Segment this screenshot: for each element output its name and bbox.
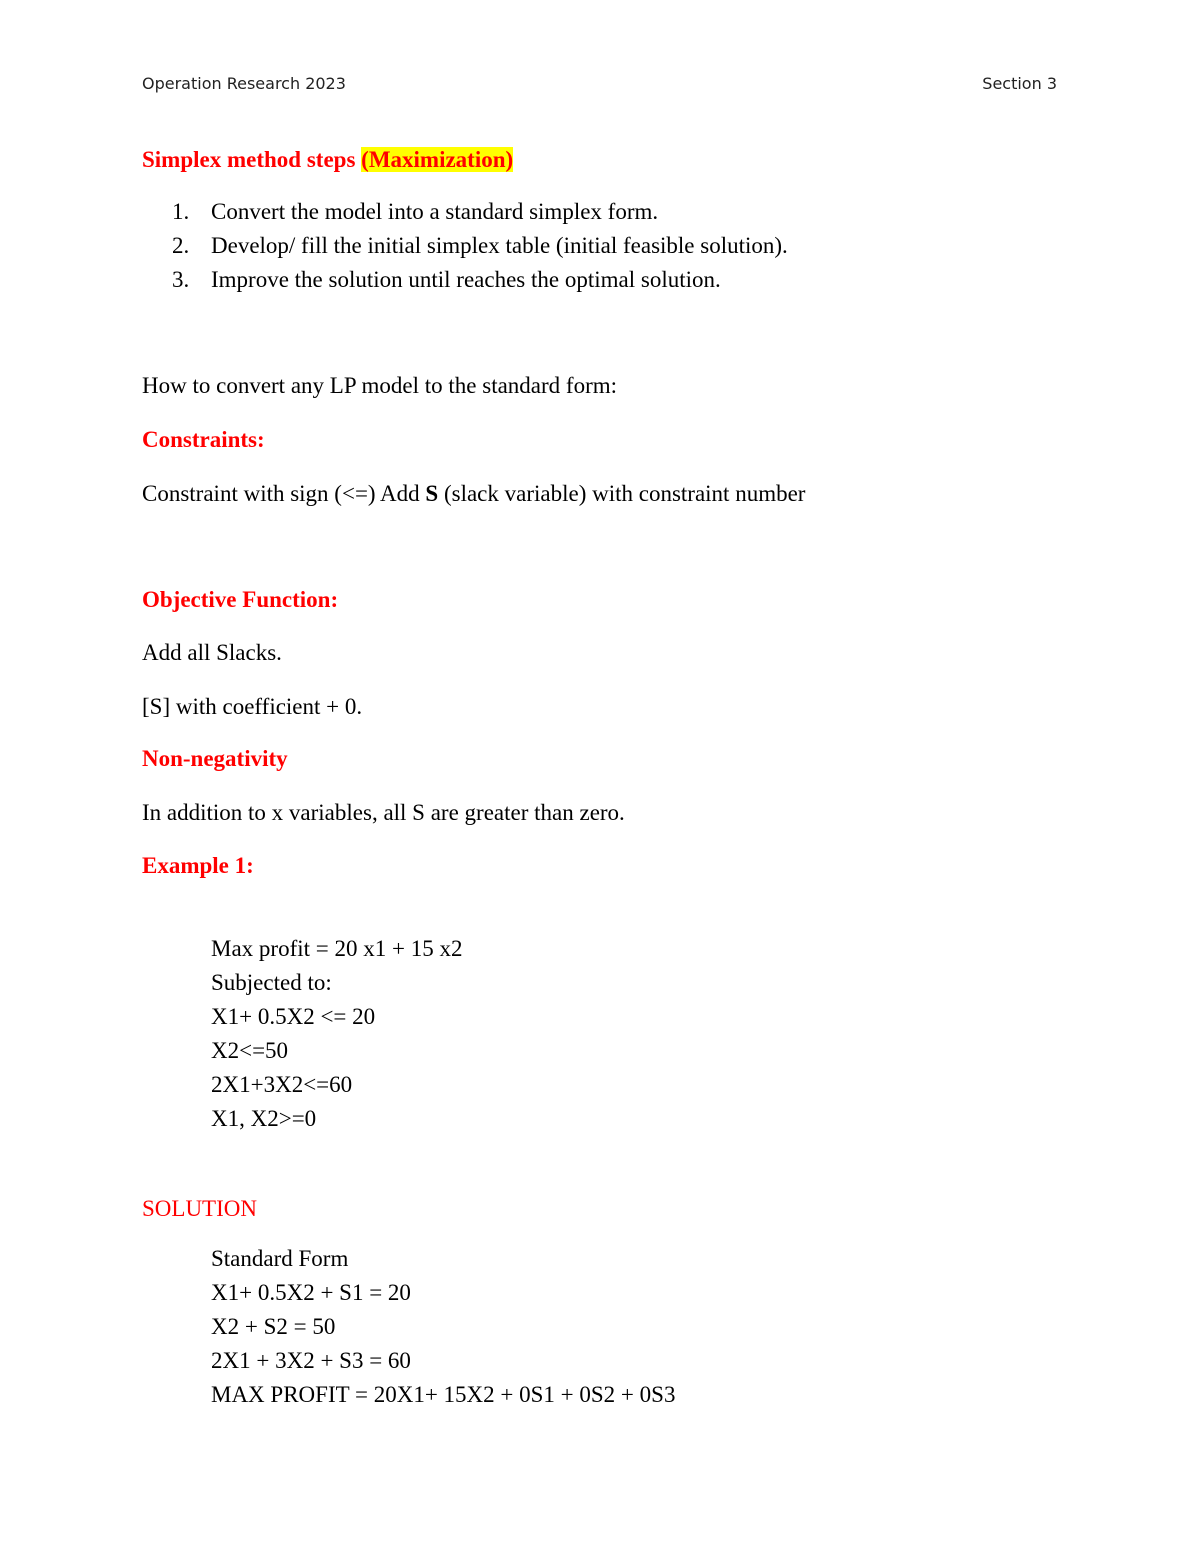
list-item: [172, 199, 788, 233]
objective-line-2: [S] with coefficient + 0.: [142, 694, 363, 719]
list-item: [172, 233, 788, 267]
header-course: Operation Research 2023: [142, 74, 346, 93]
convert-intro: How to convert any LP model to the standard form:: [142, 373, 618, 398]
example-heading: Example 1:: [142, 853, 254, 878]
model-line: Subjected to:: [211, 970, 332, 995]
list-text: Develop/ fill the initial simplex table (initial feasible solution).: [211, 233, 788, 258]
model-line: X2<=50: [211, 1038, 289, 1063]
solution-line: X2 + S2 = 50: [211, 1314, 336, 1339]
title-heading: [142, 148, 513, 171]
constraints-text-bold: S: [425, 481, 439, 506]
list-text: Convert the model into a standard simplex form.: [211, 199, 659, 224]
list-number: 3.: [172, 267, 190, 292]
solution-line: MAX PROFIT = 20X1+ 15X2 + 0S1 + 0S2 + 0S3: [211, 1382, 676, 1407]
model-line: X1+ 0.5X2 <= 20: [211, 1004, 376, 1029]
solution-line: 2X1 + 3X2 + S3 = 60: [211, 1348, 411, 1373]
solution-model: [211, 1242, 675, 1412]
example-model: [211, 932, 462, 1136]
title-text: Simplex method steps: [142, 147, 356, 172]
model-line: Max profit = 20 x1 + 15 x2: [211, 936, 463, 961]
nonneg-text: In addition to x variables, all S are greater than zero.: [142, 800, 625, 825]
constraints-text: [142, 482, 805, 505]
model-line: X1, X2>=0: [211, 1106, 317, 1131]
solution-line: X1+ 0.5X2 + S1 = 20: [211, 1280, 411, 1305]
solution-line: Standard Form: [211, 1246, 349, 1271]
steps-list: [172, 199, 788, 301]
objective-line-1: Add all Slacks.: [142, 640, 282, 665]
header-section: Section 3: [982, 74, 1057, 93]
nonneg-heading: Non-negativity: [142, 746, 288, 771]
solution-heading: SOLUTION: [142, 1196, 257, 1221]
model-line: 2X1+3X2<=60: [211, 1072, 353, 1097]
constraints-heading: Constraints:: [142, 427, 265, 452]
list-number: 1.: [172, 199, 190, 224]
list-text: Improve the solution until reaches the optimal solution.: [211, 267, 721, 292]
list-number: 2.: [172, 233, 190, 258]
constraints-text-after: (slack variable) with constraint number: [438, 481, 806, 506]
list-item: [172, 267, 788, 301]
title-highlight: (Maximization): [361, 147, 514, 172]
constraints-text-before: Constraint with sign (<=) Add: [142, 481, 426, 506]
objective-heading: Objective Function:: [142, 587, 339, 612]
